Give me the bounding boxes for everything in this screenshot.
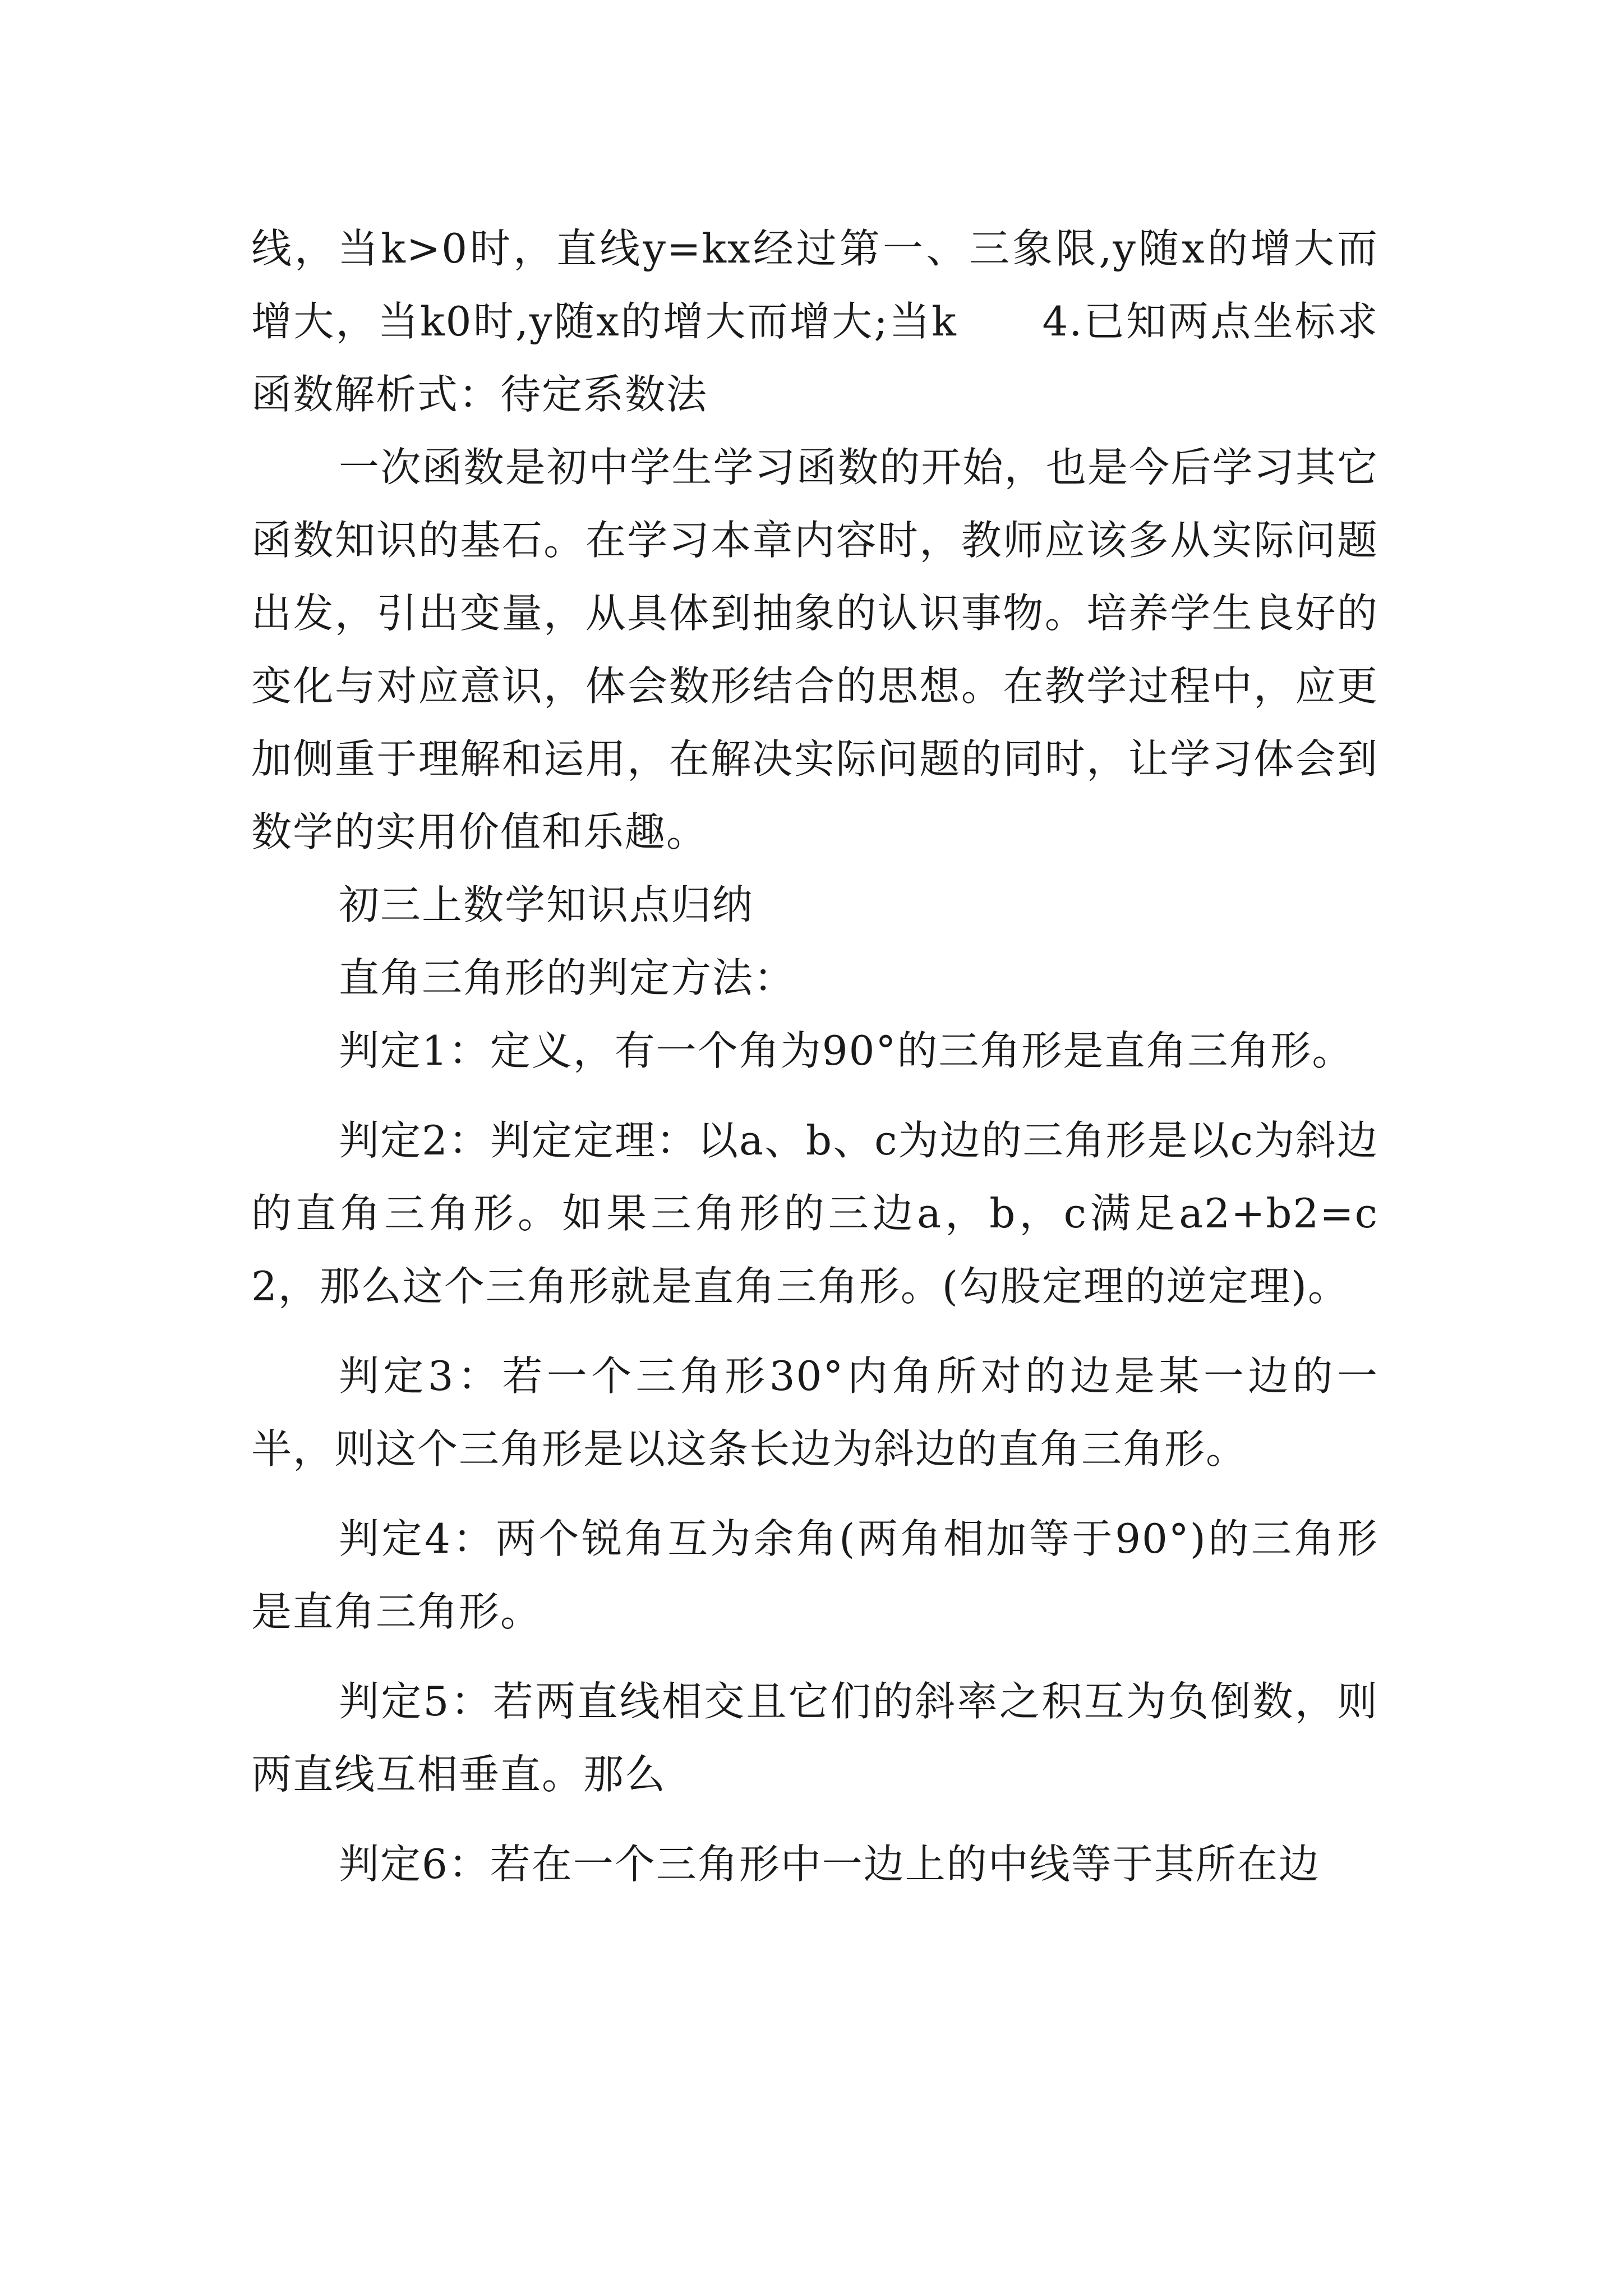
paragraph-criterion-4: 判定4：两个锐角互为余角(两角相加等于90°)的三角形是直角三角形。	[251, 1515, 1378, 1635]
paragraph-criterion-6: 判定6：若在一个三角形中一边上的中线等于其所在边	[339, 1841, 1320, 1888]
paragraph-criterion-5: 判定5：若两直线相交且它们的斜率之积互为负倒数，则两直线互相垂直。那么	[251, 1678, 1378, 1798]
paragraph-linear-function-continued: 线，当k>0时，直线y=kx经过第一、三象限,y随x的增大而增大，当k0时,y随x的增大而增大;当k 4.已知两点坐标求函数解析式：待定系数法	[251, 225, 1378, 418]
subsection-heading: 直角三角形的判定方法：	[339, 954, 796, 1001]
document-body	[251, 212, 1378, 1901]
paragraph-criterion-3: 判定3：若一个三角形30°内角所对的边是某一边的一半，则这个三角形是以这条长边为斜边的直角三角形。	[251, 1352, 1378, 1473]
paragraph-criterion-1: 判定1：定义，有一个角为90°的三角形是直角三角形。	[339, 1027, 1354, 1074]
paragraph-criterion-2: 判定2：判定定理：以a、b、c为边的三角形是以c为斜边的直角三角形。如果三角形的三边a，b，c满足a2+b2=c2，那么这个三角形就是直角三角形。(勾股定理的逆定理)。	[251, 1117, 1378, 1310]
paragraph-linear-function-teaching: 一次函数是初中学生学习函数的开始，也是今后学习其它函数知识的基石。在学习本章内容时，教师应该多从实际问题出发，引出变量，从具体到抽象的认识事物。培养学生良好的变化与对应意识，体会数形结合的思想。在教学过程中，应更加侧重于理解和运用，在解决实际问题的同时，让学习体会到数学的实用价值和乐趣。	[251, 444, 1378, 855]
section-heading: 初三上数学知识点归纳	[339, 881, 754, 928]
